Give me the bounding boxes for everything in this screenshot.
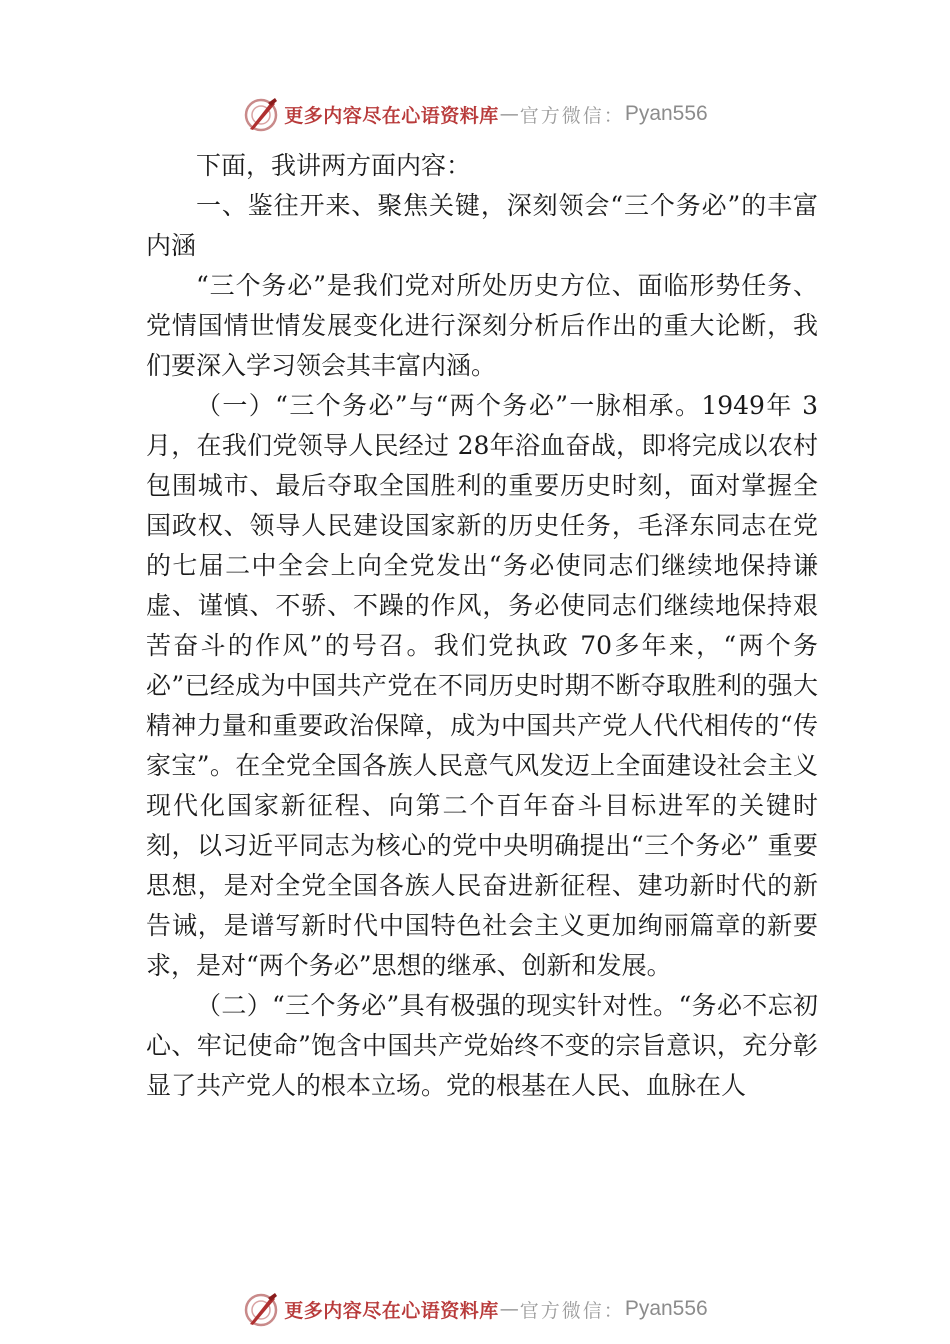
quill-seal-icon: [242, 1290, 280, 1328]
paragraph-3: （二）“三个务必”具有极强的现实针对性。“务必不忘初心、牢记使命”饱含中国共产党始终不变的宗旨意识，充分彰显了共产党人的根本立场。党的根基在人民、血脉在人: [146, 991, 818, 1100]
wechat-id: Pyan556: [624, 102, 708, 125]
wechat-label: 官方微信：: [519, 104, 625, 127]
footer-brand: 更多内容尽在心语资料库: [284, 1299, 499, 1322]
section-heading-1: 一、鉴往开来、聚焦关键，深刻领会“三个务必”的丰富内涵: [146, 191, 818, 260]
banner-dash: —: [499, 103, 519, 125]
footer-wechat-label: 官方微信：: [519, 1299, 625, 1322]
paragraph-intro: 下面，我讲两方面内容：: [196, 151, 472, 180]
paragraph-1: “三个务必”是我们党对所处历史方位、面临形势任务、党情国情世情发展变化进行深刻分析后作出的重大论断，我们要深入学习领会其丰富内涵。: [146, 271, 818, 380]
banner-brand: 更多内容尽在心语资料库: [284, 104, 499, 127]
footer-banner: [0, 1289, 950, 1329]
quill-seal-icon: [242, 95, 280, 133]
footer-wechat-id: Pyan556: [624, 1297, 708, 1320]
header-banner: [0, 94, 950, 134]
document-body: [146, 146, 818, 1106]
paragraph-2: （一）“三个务必”与“两个务必”一脉相承。1949年 3月，在我们党领导人民经过 28年浴血奋战，即将完成以农村包围城市、最后夺取全国胜利的重要历史时刻，面对掌握全国政权、领导人民建设国家新的历史任务，毛泽东同志在党的七届二中全会上向全党发出“务必使同志们继续地保持谦虚、谨慎、不骄、不躁的作风，务必使同志们继续地保持艰苦奋斗的作风”的号召。我们党执政 70多年来，“两个务必”已经成为中国共产党在不同历史时期不断夺取胜利的强大精神力量和重要政治保障，成为中国共产党人代代相传的“传家宝”。在全党全国各族人民意气风发迈上全面建设社会主义现代化国家新征程、向第二个百年奋斗目标进军的关键时刻，以习近平同志为核心的党中央明确提出“三个务必” 重要思想，是对全党全国各族人民奋进新征程、建功新时代的新告诫，是谱写新时代中国特色社会主义更加绚丽篇章的新要求，是对“两个务必”思想的继承、创新和发展。: [146, 391, 818, 980]
footer-dash: —: [499, 1298, 519, 1320]
